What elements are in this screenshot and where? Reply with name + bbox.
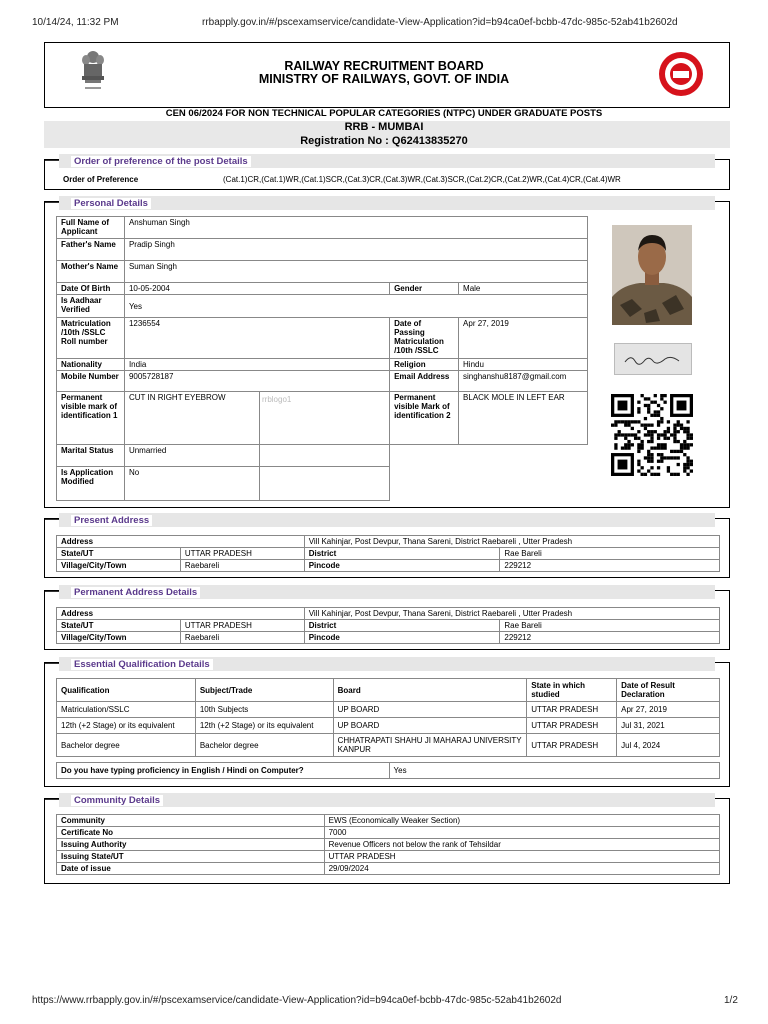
village-label: Village/City/Town (57, 560, 181, 572)
gender-label: Gender (390, 283, 459, 295)
table-row (57, 560, 720, 572)
mark1-label: Permanent visible mark of identification 1 (57, 392, 125, 445)
empty-cell (390, 467, 588, 501)
father-label: Father's Name (57, 239, 125, 261)
marital-label: Marital Status (57, 445, 125, 467)
state-value: UTTAR PRADESH (180, 620, 304, 632)
aadhaar-value: Yes (124, 295, 587, 318)
table-row (57, 763, 720, 779)
table-row (57, 283, 588, 295)
mark1-value: CUT IN RIGHT EYEBROW (124, 392, 259, 445)
mother-label: Mother's Name (57, 261, 125, 283)
table-row (57, 239, 588, 261)
pincode-label: Pincode (304, 632, 500, 644)
matric-roll-label: Matriculation /10th /SSLC Roll number (57, 318, 125, 359)
village-value: Raebareli (180, 632, 304, 644)
nationality-value: India (124, 359, 389, 371)
matric-date-label: Date of Passing Matriculation /10th /SSLC (390, 318, 459, 359)
table-row (57, 467, 588, 501)
modified-value: No (124, 467, 259, 501)
section-header (59, 513, 715, 527)
table-cell: Apr 27, 2019 (617, 702, 720, 718)
issuing-state-value: UTTAR PRADESH (324, 851, 719, 863)
table-row (57, 734, 720, 757)
issuing-state-label: Issuing State/UT (57, 851, 325, 863)
present-address-table (56, 535, 720, 572)
address-value: Vill Kahinjar, Post Devpur, Thana Sareni, District Raebareli , Utter Pradesh (304, 608, 719, 620)
pincode-value: 229212 (500, 632, 720, 644)
preference-section (44, 155, 730, 190)
table-cell: Jul 31, 2021 (617, 718, 720, 734)
religion-value: Hindu (459, 359, 588, 371)
table-cell: UTTAR PRADESH (527, 718, 617, 734)
certificate-value: 7000 (324, 827, 719, 839)
qualification-table (56, 678, 720, 757)
section-header (59, 657, 715, 671)
column-header: State in which studied (527, 679, 617, 702)
personal-table (56, 216, 588, 501)
matric-date-value: Apr 27, 2019 (459, 318, 588, 359)
applicant-photo (612, 225, 692, 325)
state-label: State/UT (57, 548, 181, 560)
section-header (59, 196, 715, 210)
applicant-signature (614, 343, 692, 375)
registration-number: Registration No : Q62413835270 (300, 135, 468, 147)
header-line2: MINISTRY OF RAILWAYS, GOVT. OF INDIA (258, 72, 510, 86)
empty-cell (390, 445, 588, 467)
address-label: Address (57, 536, 305, 548)
table-cell: UP BOARD (333, 718, 527, 734)
table-row (57, 608, 720, 620)
table-row (57, 851, 720, 863)
address-label: Address (57, 608, 305, 620)
table-row (57, 702, 720, 718)
page-number: 1/2 (724, 995, 738, 1006)
gender-value: Male (459, 283, 588, 295)
table-row (57, 445, 588, 467)
table-row (57, 371, 588, 392)
empty-cell (259, 445, 389, 467)
column-header: Board (333, 679, 527, 702)
broken-image-alt: rrblogo1 (262, 395, 292, 404)
present-address-title: Present Address (71, 515, 152, 526)
father-value: Pradip Singh (124, 239, 587, 261)
full-name-value: Anshuman Singh (124, 217, 587, 239)
community-table (56, 814, 720, 875)
authority-label: Issuing Authority (57, 839, 325, 851)
permanent-address-table (56, 607, 720, 644)
issue-date-value: 29/09/2024 (324, 863, 719, 875)
typing-value: Yes (389, 763, 719, 779)
community-title: Community Details (71, 795, 163, 806)
table-cell: 12th (+2 Stage) or its equivalent (195, 718, 333, 734)
print-datetime: 10/14/24, 11:32 PM (32, 17, 119, 28)
mark2-value: BLACK MOLE IN LEFT EAR (459, 392, 588, 445)
rrb-name: RRB - MUMBAI (344, 121, 424, 133)
table-cell: CHHATRAPATI SHAHU JI MAHARAJ UNIVERSITY KANPUR (333, 734, 527, 757)
state-label: State/UT (57, 620, 181, 632)
table-row (57, 536, 720, 548)
preference-title: Order of preference of the post Details (71, 156, 251, 167)
religion-label: Religion (390, 359, 459, 371)
typing-label: Do you have typing proficiency in English / Hindi on Computer? (57, 763, 390, 779)
dob-label: Date Of Birth (57, 283, 125, 295)
email-label: Email Address (390, 371, 459, 392)
section-header (59, 154, 715, 168)
table-row (57, 217, 588, 239)
preference-label: Order of Preference (63, 175, 139, 184)
full-name-label: Full Name of Applicant (57, 217, 125, 239)
table-row (57, 632, 720, 644)
table-row (57, 548, 720, 560)
column-header: Subject/Trade (195, 679, 333, 702)
column-header: Date of Result Declaration (617, 679, 720, 702)
table-cell: Bachelor degree (57, 734, 196, 757)
indian-railways-logo-icon (655, 51, 707, 97)
section-header (59, 793, 715, 807)
table-row (57, 318, 588, 359)
issue-date-label: Date of issue (57, 863, 325, 875)
print-url: rrbapply.gov.in/#/pscexamservice/candidate-View-Application?id=b94ca0ef-bcbb-47dc-985c-52ab41b2602d (202, 17, 678, 28)
table-row (57, 359, 588, 371)
table-row (57, 718, 720, 734)
table-cell: 10th Subjects (195, 702, 333, 718)
table-row (57, 392, 588, 445)
dob-value: 10-05-2004 (124, 283, 389, 295)
table-cell: UTTAR PRADESH (527, 734, 617, 757)
table-row (57, 620, 720, 632)
district-value: Rae Bareli (500, 620, 720, 632)
modified-label: Is Application Modified (57, 467, 125, 501)
print-footer-url: https://www.rrbapply.gov.in/#/pscexamservice/candidate-View-Application?id=b94ca0ef-bcbb-47dc-985c-52ab41b2602d (32, 995, 562, 1006)
district-value: Rae Bareli (500, 548, 720, 560)
email-value: singhanshu8187@gmail.com (459, 371, 588, 392)
aadhaar-label: Is Aadhaar Verified (57, 295, 125, 318)
qr-code-icon (611, 394, 697, 476)
table-header-row (57, 679, 720, 702)
section-header (59, 585, 715, 599)
empty-cell (259, 467, 389, 501)
personal-title: Personal Details (71, 198, 151, 209)
table-cell: UP BOARD (333, 702, 527, 718)
community-value: EWS (Economically Weaker Section) (324, 815, 719, 827)
table-cell: UTTAR PRADESH (527, 702, 617, 718)
pincode-value: 229212 (500, 560, 720, 572)
table-row (57, 295, 588, 318)
district-label: District (304, 548, 500, 560)
preference-value: (Cat.1)CR,(Cat.1)WR,(Cat.1)SCR,(Cat.3)CR,(Cat.3)WR,(Cat.3)SCR,(Cat.2)CR,(Cat.2)WR,(Cat.4)CR,(Cat.4)WR (223, 175, 621, 184)
table-row (57, 815, 720, 827)
table-row (57, 863, 720, 875)
cen-title: CEN 06/2024 FOR NON TECHNICAL POPULAR CATEGORIES (NTPC) UNDER GRADUATE POSTS (165, 108, 603, 119)
matric-roll-value: 1236554 (124, 318, 389, 359)
mobile-label: Mobile Number (57, 371, 125, 392)
marital-value: Unmarried (124, 445, 259, 467)
table-row (57, 261, 588, 283)
mark2-label: Permanent visible Mark of identification 2 (390, 392, 459, 445)
address-value: Vill Kahinjar, Post Devpur, Thana Sareni, District Raebareli , Utter Pradesh (304, 536, 719, 548)
nationality-label: Nationality (57, 359, 125, 371)
column-header: Qualification (57, 679, 196, 702)
authority-value: Revenue Officers not below the rank of Tehsildar (324, 839, 719, 851)
village-value: Raebareli (180, 560, 304, 572)
table-row (57, 827, 720, 839)
signature-scribble-icon (623, 352, 683, 366)
certificate-label: Certificate No (57, 827, 325, 839)
community-label: Community (57, 815, 325, 827)
qualification-title: Essential Qualification Details (71, 659, 213, 670)
table-cell: 12th (+2 Stage) or its equivalent (57, 718, 196, 734)
pincode-label: Pincode (304, 560, 500, 572)
village-label: Village/City/Town (57, 632, 181, 644)
table-cell: Bachelor degree (195, 734, 333, 757)
mother-value: Suman Singh (124, 261, 587, 283)
table-cell: Jul 4, 2024 (617, 734, 720, 757)
district-label: District (304, 620, 500, 632)
permanent-address-title: Permanent Address Details (71, 587, 200, 598)
typing-table (56, 762, 720, 779)
header-line1: RAILWAY RECRUITMENT BOARD (284, 59, 484, 73)
table-cell: Matriculation/SSLC (57, 702, 196, 718)
table-row (57, 839, 720, 851)
state-value: UTTAR PRADESH (180, 548, 304, 560)
mobile-value: 9005728187 (124, 371, 389, 392)
